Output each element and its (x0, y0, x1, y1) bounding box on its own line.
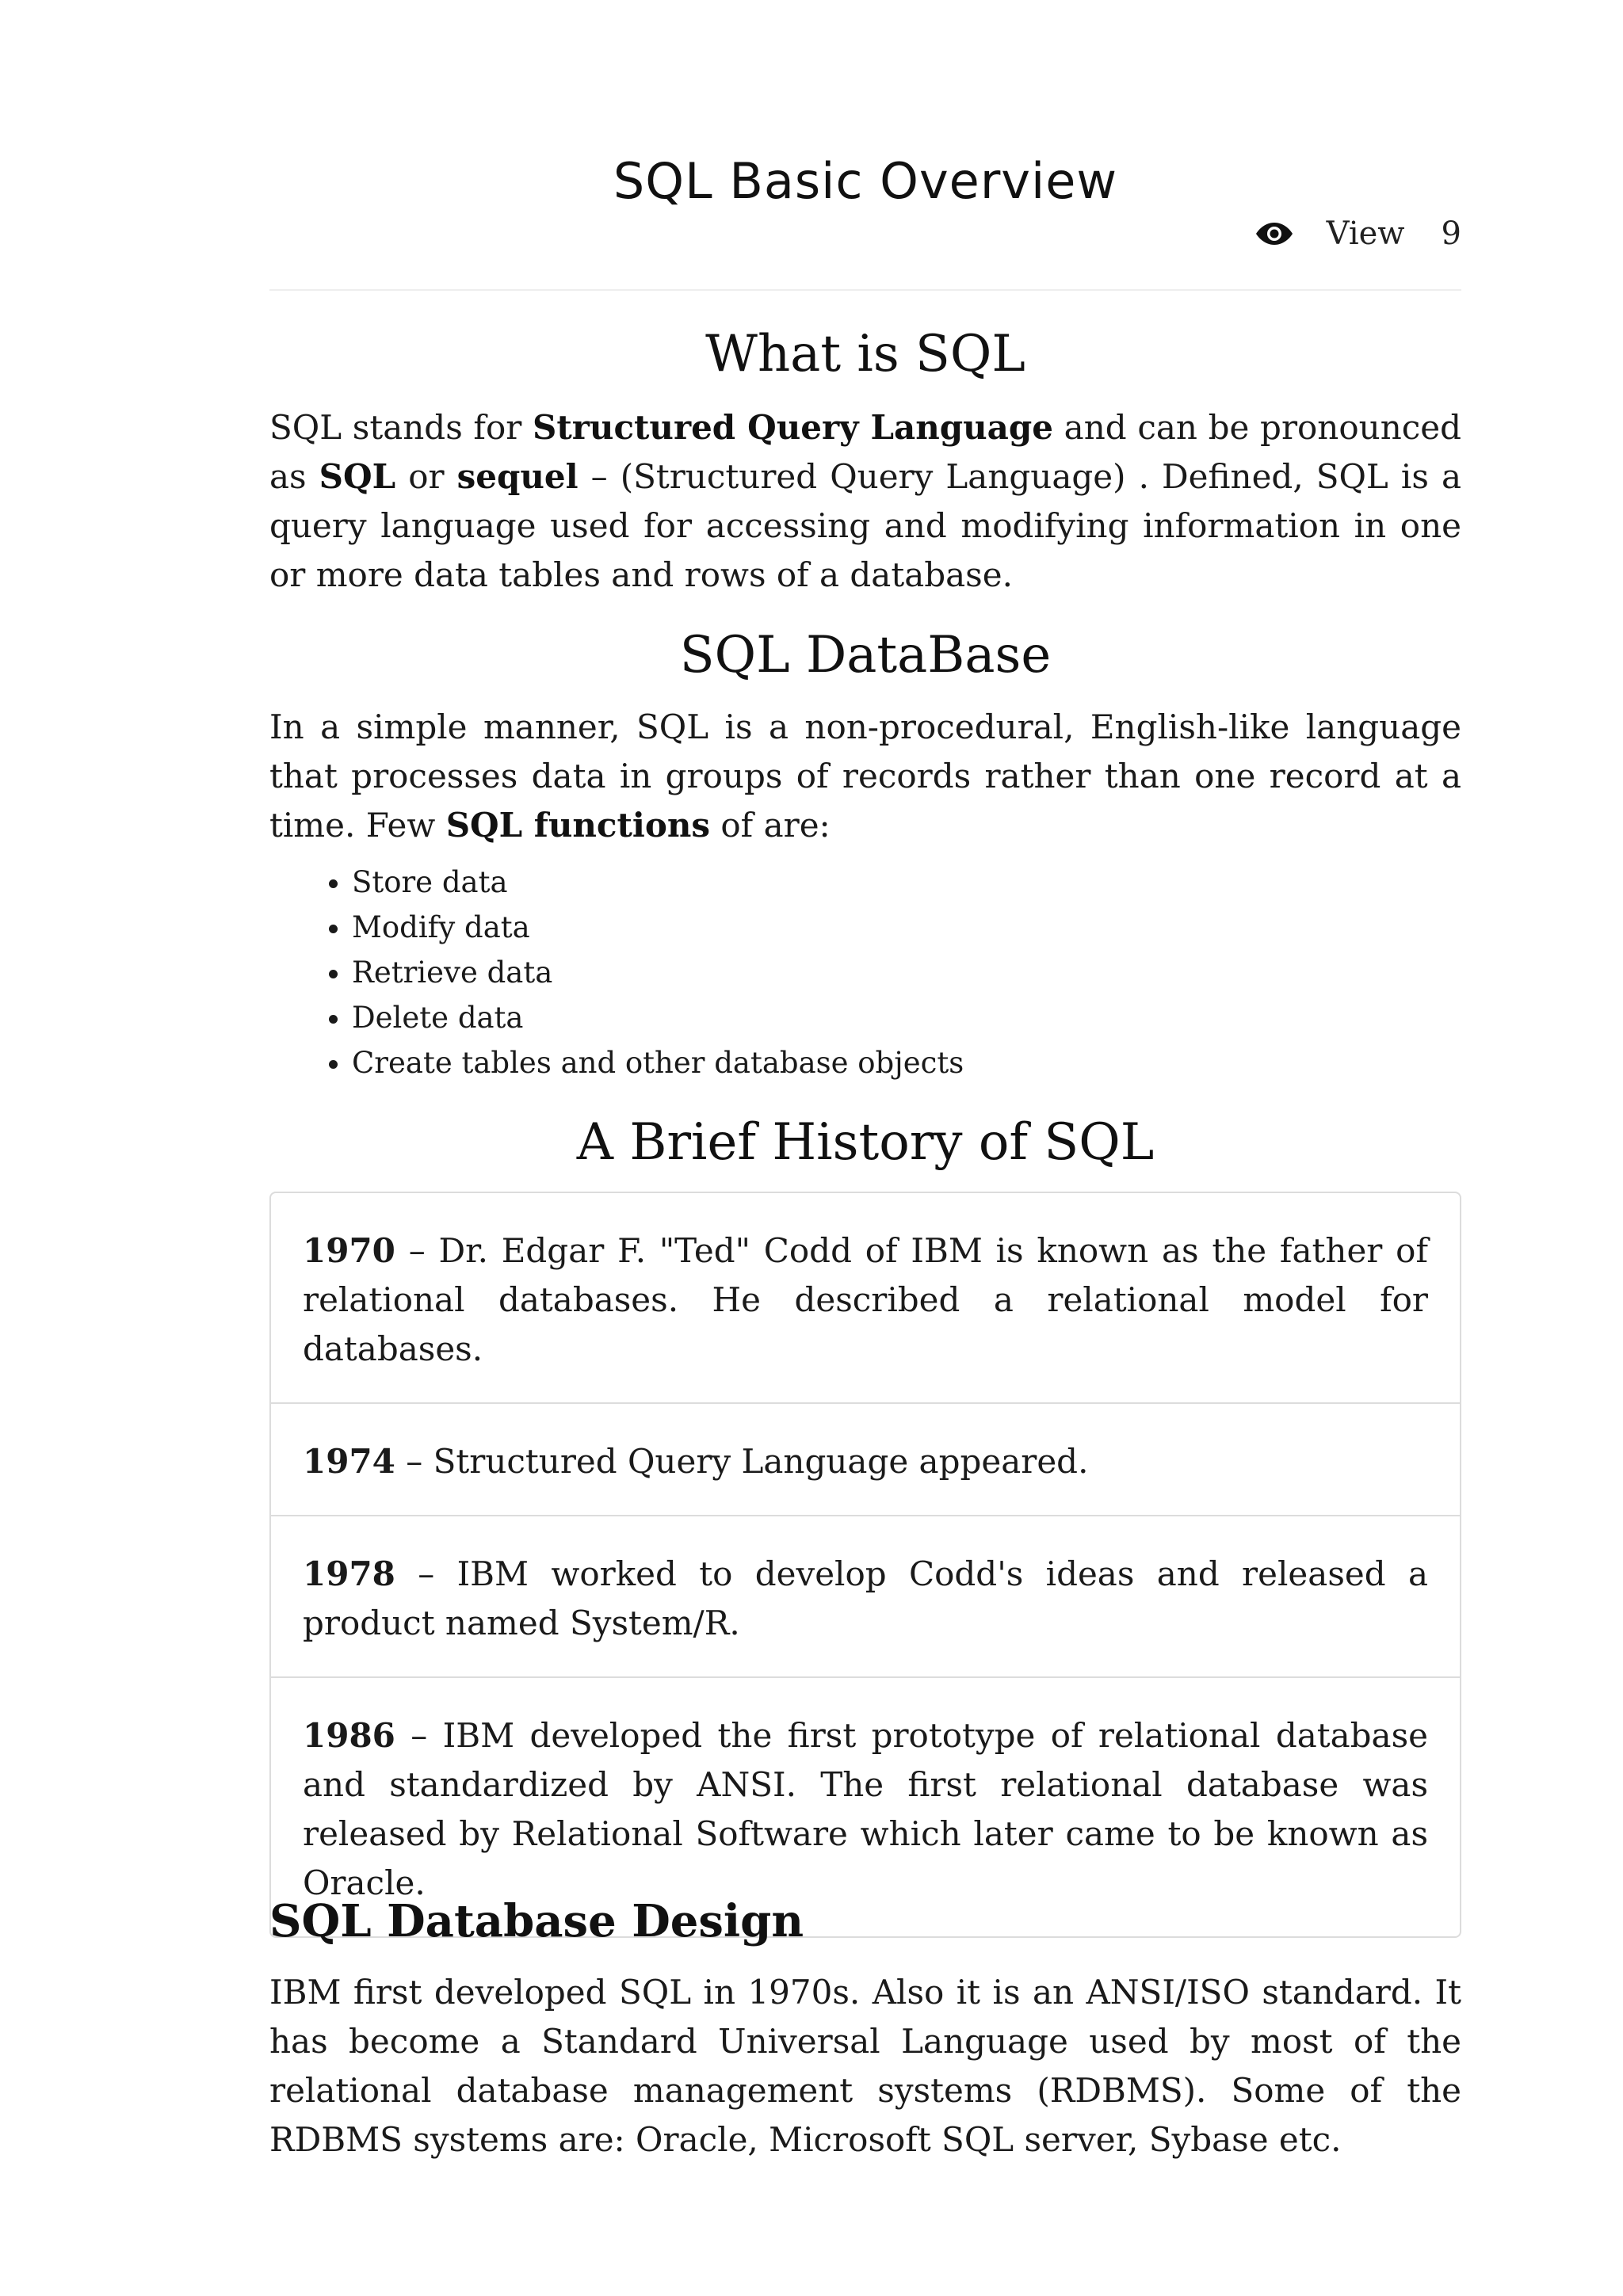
list-item: • Store data (352, 860, 964, 905)
heading-what-is-sql: What is SQL (705, 325, 1025, 383)
heading-database-design: SQL Database Design (269, 1895, 804, 1947)
views-count: 9 (1441, 215, 1461, 252)
heading-sql-database: SQL DataBase (679, 626, 1052, 685)
heading-history: A Brief History of SQL (576, 1113, 1155, 1172)
list-item: • Modify data (352, 905, 964, 950)
list-item: • Create tables and other database objects (352, 1040, 964, 1085)
views-label: View (1326, 215, 1405, 252)
history-item-1970: 1970 – Dr. Edgar F. "Ted" Codd of IBM is known as the father of relational databases. He described a relational model for databases. (303, 1231, 1428, 1368)
history-list (269, 1192, 1461, 1938)
sql-functions-list (269, 860, 964, 1085)
eye-icon (1255, 220, 1293, 247)
what-is-sql-paragraph: SQL stands for Structured Query Language and can be pronounced as SQL or sequel – (Structured Query Language) . Defined, SQL is a query language used for accessing and modifying information in one or more data tables and rows of a database. (269, 408, 1462, 594)
history-item-1986: 1986 – IBM developed the first prototype of relational database and standardized by ANSI. The first relational database was released by Relational Software which later came to be known as Oracle. (271, 1676, 1460, 1936)
view-counter (1255, 215, 1461, 252)
sql-database-paragraph: In a simple manner, SQL is a non-procedural, English-like language that processes data in groups of records rather than one record at a time. Few SQL functions of are: (269, 707, 1461, 845)
divider (269, 289, 1461, 291)
list-item: • Retrieve data (352, 950, 964, 995)
history-item-1974: 1974 – Structured Query Language appeared. (271, 1402, 1460, 1515)
history-item-1978: 1978 – IBM worked to develop Codd's ideas and released a product named System/R. (271, 1515, 1460, 1676)
page-title: SQL Basic Overview (613, 151, 1118, 210)
database-design-paragraph: IBM first developed SQL in 1970s. Also it is an ANSI/ISO standard. It has become a Standard Universal Language used by most of the relational database management systems (RDBMS). Some of the RDBMS systems are: Oracle, Microsoft SQL server, Sybase etc. (269, 1973, 1461, 2159)
list-item: • Delete data (352, 995, 964, 1040)
